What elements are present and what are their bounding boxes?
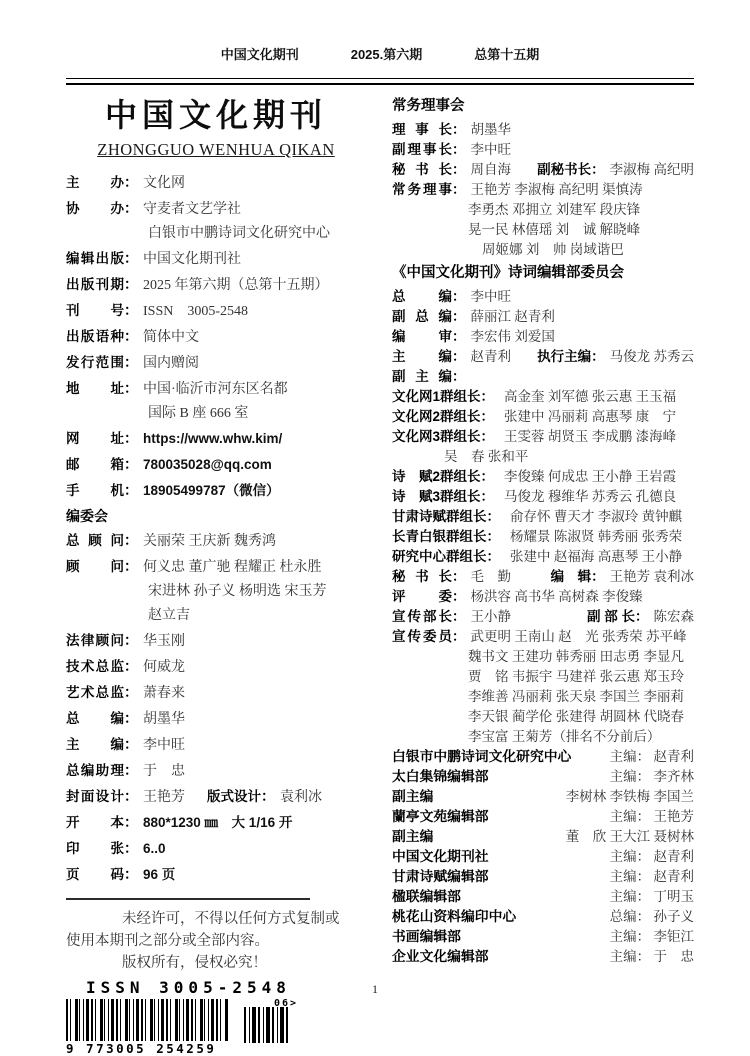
board-row-main	[392, 369, 471, 384]
board-row-main	[392, 389, 676, 404]
board-row-colon: ：	[452, 142, 466, 157]
board-row-value: 武更明 王南山 赵 光 张秀荣 苏平峰	[470, 629, 687, 644]
department-editor: 李树林 李铁梅 李国兰	[565, 789, 694, 804]
board-row-main	[392, 409, 676, 424]
board-row	[392, 507, 694, 527]
board-row-colon: ：	[452, 349, 466, 364]
board-row-main	[392, 629, 687, 644]
board-row-label-2: 副 部 长	[586, 609, 635, 624]
board-row-label: 编审	[392, 329, 452, 344]
masthead-row-label: 邮箱	[66, 457, 124, 472]
board-row	[392, 367, 694, 387]
board-row-value: 李俊臻 何成忠 王小静 王岩霞	[504, 469, 677, 484]
masthead-row-colon-2: ：	[261, 788, 275, 804]
copyright-notice-line: 未经许可，不得以任何方式复制或	[122, 911, 340, 927]
masthead-row-value: 白银市中鹏诗词文化研究中心	[148, 226, 330, 241]
masthead-row-value: 国内赠阅	[143, 356, 199, 371]
masthead-row-value: https://www.whw.kim/	[143, 431, 283, 446]
board-row-colon: ：	[452, 609, 466, 624]
masthead-row-label: 技术总监	[66, 659, 124, 674]
department-name: 中国文化期刊社	[392, 849, 489, 864]
editorial-committee-heading: 编委会	[66, 508, 108, 524]
masthead-row-label: 手机	[66, 483, 124, 498]
board-row-main	[392, 489, 676, 504]
department-name: 太白集锦编辑部	[392, 769, 489, 784]
department-row	[392, 827, 694, 847]
masthead-row	[66, 298, 366, 324]
board-row-continuation: 李勇杰 邓拥立 刘建军 段庆锋	[468, 202, 641, 217]
board-row-label: 主编	[392, 349, 452, 364]
masthead-row-colon: ：	[124, 430, 138, 446]
journal-title: 中国文化期刊	[104, 97, 327, 133]
masthead-row-value: 何义忠 董广驰 程耀正 杜永胜	[143, 560, 322, 575]
board-row-colon: ：	[452, 309, 466, 324]
board-row-label: 秘书长	[392, 569, 452, 584]
board-row	[392, 607, 694, 627]
board-row	[392, 427, 694, 447]
board-row-colon: ：	[480, 489, 495, 504]
department-row	[392, 887, 694, 907]
board-row-colon: ：	[480, 409, 495, 424]
department-editor: 主编： 于 忠	[609, 949, 694, 964]
board-row-main	[392, 529, 682, 544]
board-row-colon: ：	[480, 469, 495, 484]
board-row-main	[392, 160, 511, 180]
department-name: 桃花山资料编印中心	[392, 909, 517, 924]
section-heading: 《中国文化期刊》诗词编辑部委员会	[392, 265, 624, 281]
board-row-main	[392, 182, 643, 197]
board-row-label: 长青白银群组长	[392, 529, 487, 544]
board-row-value: 杨洪容 高书华 高树森 李俊臻	[470, 589, 643, 604]
masthead-row	[66, 196, 366, 222]
board-row-colon: ：	[452, 289, 466, 304]
masthead-row	[66, 862, 366, 888]
barcode-main	[66, 999, 228, 1056]
board-row-label: 诗 赋2群组长	[392, 469, 481, 484]
board-row-value: 张建中 冯丽莉 高惠琴 康 宁	[504, 409, 677, 424]
board-row-value: 李中旺	[470, 289, 511, 304]
board-row-continuation: 吴 春 张和平	[444, 449, 529, 464]
masthead-row-label: 发行范围	[66, 355, 124, 370]
board-row-colon: ：	[480, 389, 495, 404]
masthead-row-colon: ：	[124, 456, 138, 472]
masthead-row-value: 李中旺	[143, 738, 185, 753]
masthead-row-label: 出版语种	[66, 329, 124, 344]
masthead-row-colon: ：	[124, 762, 138, 778]
masthead-row	[66, 654, 366, 680]
masthead-row-colon: ：	[124, 658, 138, 674]
masthead-row	[66, 528, 366, 554]
barcode-addon	[244, 998, 298, 1043]
masthead-row	[66, 376, 366, 402]
board-row-label: 研究中心群组长	[392, 549, 487, 564]
copyright-notice	[66, 908, 366, 974]
board-row-label: 常务理事	[392, 182, 452, 197]
masthead-row	[66, 350, 366, 376]
board-row-value: 李宏伟 刘爱国	[470, 329, 555, 344]
masthead-row-value: 守麦者文艺学社	[143, 202, 241, 217]
masthead-row-label: 总编	[66, 711, 124, 726]
masthead-row-value: 赵立吉	[148, 608, 190, 623]
masthead-row-value: 国际 B 座 666 室	[148, 406, 249, 421]
masthead-row	[66, 272, 366, 298]
masthead-column	[66, 93, 366, 1056]
masthead-row-value: 96 页	[143, 867, 176, 882]
masthead-row-continuation	[66, 604, 366, 628]
board-row-main	[392, 607, 511, 627]
board-row-value: 胡墨华	[470, 122, 511, 137]
masthead-row-value: 中国·临沂市河东区名都	[143, 382, 288, 397]
masthead-row	[66, 628, 366, 654]
department-name: 蘭亭文苑编辑部	[392, 809, 489, 824]
masthead-row-colon: ：	[124, 710, 138, 726]
board-row-value: 杨耀景 陈淑贤 韩秀丽 张秀荣	[510, 529, 683, 544]
board-row-colon: ：	[452, 122, 466, 137]
board-row-colon: ：	[480, 429, 495, 444]
board-row-colon-2: ：	[591, 349, 605, 364]
board-row	[392, 140, 694, 160]
board-row-label: 副理事长	[392, 142, 452, 157]
board-row	[392, 527, 694, 547]
board-row-value: 李中旺	[470, 142, 511, 157]
masthead-row	[66, 426, 366, 452]
board-row-colon: ：	[486, 529, 500, 544]
board-row-continuation: 李宝富 王菊芳（排名不分前后）	[468, 729, 661, 744]
board-row-value: 薛丽江 赵青利	[470, 309, 555, 324]
board-row-value: 马俊龙 穆维华 苏秀云 孔德良	[504, 489, 677, 504]
masthead-row-colon: ：	[124, 558, 138, 574]
board-row-label-2: 副秘书长	[537, 162, 592, 177]
board-row-main	[392, 142, 511, 157]
board-row	[392, 307, 694, 327]
masthead-row-value: 中国文化期刊社	[143, 252, 241, 267]
board-row-continuation: 李天银 蔺学伦 张建得 胡圆林 代晓春	[468, 709, 684, 724]
board-row-main	[392, 589, 643, 604]
masthead-row-value: 宋进林 孙子义 杨明选 宋玉芳	[148, 584, 327, 599]
department-editor: 主编： 赵青利	[609, 749, 694, 764]
masthead-row-label: 艺术总监	[66, 685, 124, 700]
barcode-digits: 9 773005 254259	[66, 1041, 217, 1056]
board-row-label: 副主编	[392, 369, 452, 384]
board-row	[392, 467, 694, 487]
department-name: 楹联编辑部	[392, 889, 461, 904]
masthead-row-value-2: 袁利冰	[280, 790, 322, 805]
department-row	[392, 787, 694, 807]
masthead-row	[66, 170, 366, 196]
department-row	[392, 927, 694, 947]
masthead-row-colon: ：	[124, 736, 138, 752]
masthead-row-continuation	[66, 222, 366, 246]
board-row-main	[392, 469, 676, 484]
board-row	[392, 160, 694, 180]
masthead-info-list	[66, 170, 366, 888]
masthead-row-label: 封面设计	[66, 789, 124, 804]
department-row	[392, 807, 694, 827]
board-row-label: 宣传委员	[392, 629, 452, 644]
masthead-row-value: 简体中文	[143, 330, 199, 345]
masthead-row-colon: ：	[124, 482, 138, 498]
masthead-row-label: 主编	[66, 737, 124, 752]
masthead-row-value: 880*1230 ㎜ 大 1/16 开	[143, 815, 293, 830]
board-row	[392, 547, 694, 567]
department-row	[392, 947, 694, 967]
barcode-addon-bars	[244, 1007, 290, 1043]
department-name: 企业文化编辑部	[392, 949, 489, 964]
masthead-row-label: 地址	[66, 381, 124, 396]
board-row-second-pair	[537, 347, 694, 367]
board-row-value-2: 马俊龙 苏秀云	[609, 349, 694, 364]
board-row-colon-2: ：	[635, 609, 649, 624]
board-row-value: 张建中 赵福海 高惠琴 王小静	[510, 549, 683, 564]
department-editor: 主编： 王艳芳	[609, 809, 694, 824]
barcode-main-bars	[66, 999, 228, 1041]
running-head-issue: 2025.第六期	[350, 47, 423, 62]
department-row	[392, 867, 694, 887]
editorial-board-column	[392, 93, 694, 1056]
board-row	[392, 287, 694, 307]
board-row-value-2: 王艳芳 袁利冰	[609, 569, 694, 584]
masthead-row-colon: ：	[124, 250, 138, 266]
board-row	[392, 180, 694, 200]
board-row-label: 秘书长	[392, 162, 452, 177]
masthead-row-colon: ：	[124, 788, 138, 804]
department-name: 甘肃诗赋编辑部	[392, 869, 489, 884]
board-row-colon: ：	[452, 589, 466, 604]
masthead-row-continuation	[66, 402, 366, 426]
board-row-value: 周自海	[470, 162, 511, 177]
masthead-row-value: 何威龙	[143, 660, 185, 675]
masthead-row	[66, 706, 366, 732]
masthead-row-colon: ：	[124, 840, 138, 856]
masthead-row	[66, 784, 366, 810]
running-head-volume: 总第十五期	[474, 47, 540, 62]
masthead-row-colon: ：	[124, 302, 138, 318]
department-name: 副主编	[392, 829, 434, 844]
board-row-continuation: 魏书文 王建功 韩秀丽 田志勇 李显凡	[468, 649, 684, 664]
masthead-row-colon: ：	[124, 866, 138, 882]
masthead-row-colon: ：	[124, 276, 138, 292]
department-editor: 董 欣 王大江 聂树林	[565, 829, 694, 844]
masthead-row-label: 印张	[66, 841, 124, 856]
masthead-row-second-pair	[207, 790, 322, 805]
masthead-row-colon: ：	[124, 532, 138, 548]
masthead-row	[66, 836, 366, 862]
masthead-row-value: ISSN 3005-2548	[143, 304, 249, 319]
board-row	[392, 587, 694, 607]
board-row-colon: ：	[452, 569, 466, 584]
masthead-row-colon: ：	[124, 380, 138, 396]
board-row-value-2: 李淑梅 高纪明	[609, 162, 694, 177]
board-row-colon: ：	[486, 509, 500, 524]
department-name: 副主编	[392, 789, 434, 804]
masthead-row	[66, 810, 366, 836]
masthead-row-value: 关丽荣 王庆新 魏秀鸿	[143, 534, 276, 549]
masthead-row-value: 6..0	[143, 841, 166, 856]
masthead-row	[66, 452, 366, 478]
masthead-row-value: 2025 年第六期（总第十五期）	[143, 278, 329, 293]
board-row	[392, 407, 694, 427]
masthead-row-value: 胡墨华	[143, 712, 185, 727]
department-name: 书画编辑部	[392, 929, 461, 944]
board-row-value: 毛 勤	[470, 569, 511, 584]
board-row-second-pair	[537, 160, 694, 180]
masthead-row	[66, 732, 366, 758]
masthead-row-label: 网址	[66, 431, 124, 446]
board-row-value: 王艳芳 李淑梅 高纪明 渠慎涛	[470, 182, 643, 197]
masthead-row-label: 总编助理	[66, 763, 124, 778]
board-row-main	[392, 122, 511, 137]
department-row	[392, 747, 694, 767]
board-row-label-2: 编 辑	[550, 569, 592, 584]
department-editor: 总编： 孙子义	[609, 909, 694, 924]
board-row-main	[392, 347, 511, 367]
two-column-layout	[66, 93, 694, 1056]
board-row-main	[392, 329, 555, 344]
masthead-row-colon: ：	[124, 200, 138, 216]
board-row-value: 王雯蓉 胡贤玉 李成鹏 漆海峰	[504, 429, 677, 444]
board-row-label: 总编	[392, 289, 452, 304]
board-row-main	[392, 289, 511, 304]
masthead-row-colon: ：	[124, 814, 138, 830]
running-head	[66, 44, 694, 63]
board-row-label: 甘肃诗赋群组长	[392, 509, 487, 524]
board-row	[392, 387, 694, 407]
board-row-label: 文化网2群组长	[392, 409, 481, 424]
board-row-colon: ：	[452, 369, 466, 384]
board-row-second-pair	[551, 567, 694, 587]
board-row-label: 文化网3群组长	[392, 429, 481, 444]
barcode-addon-label: 06>	[273, 998, 298, 1009]
journal-title-pinyin: ZHONGGUO WENHUA QIKAN	[97, 140, 335, 159]
masthead-row-label: 编辑出版	[66, 251, 124, 266]
board-row-label: 宣传部长	[392, 609, 452, 624]
board-row-main	[392, 509, 682, 524]
copyright-notice-line: 版权所有，侵权必究！	[122, 955, 267, 971]
board-row-colon: ：	[452, 182, 466, 197]
masthead-row-value: 780035028@qq.com	[143, 457, 272, 472]
department-name: 白银市中鹏诗词文化研究中心	[392, 749, 572, 764]
copyright-notice-line: 使用本期刊之部分或全部内容。	[66, 933, 269, 949]
masthead-row-colon: ：	[124, 354, 138, 370]
running-head-journal: 中国文化期刊	[220, 47, 299, 62]
board-row-value: 赵青利	[470, 349, 511, 364]
masthead-row-label: 主办	[66, 175, 124, 190]
department-editor: 主编： 李齐林	[609, 769, 694, 784]
board-row-label: 诗 赋3群组长	[392, 489, 481, 504]
board-row	[392, 487, 694, 507]
board-row-continuation: 晃一民 林僖瑶 刘 诚 解晓峰	[468, 222, 641, 237]
board-row	[392, 567, 694, 587]
masthead-row	[66, 680, 366, 706]
board-row	[392, 627, 694, 647]
masthead-row-value: 文化网	[143, 176, 185, 191]
masthead-row-value: 王艳芳	[143, 790, 185, 805]
board-row-value: 王小静	[470, 609, 511, 624]
board-row-colon: ：	[452, 629, 466, 644]
masthead-row-value: 18905499787（微信）	[143, 483, 280, 498]
masthead-row-colon: ：	[124, 328, 138, 344]
department-editor: 主编： 李钜江	[609, 929, 694, 944]
masthead-row	[66, 246, 366, 272]
masthead-row-colon: ：	[124, 684, 138, 700]
masthead-row-label: 顾问	[66, 559, 124, 574]
board-row-main	[392, 309, 555, 324]
board-row-value: 高金奎 刘军德 张云惠 王玉福	[504, 389, 677, 404]
board-row-label: 理事长	[392, 122, 452, 137]
board-row-second-pair	[587, 607, 694, 627]
board-row	[392, 120, 694, 140]
masthead-row-label: 页码	[66, 867, 124, 882]
masthead-row-value: 萧春来	[143, 686, 185, 701]
masthead-row-colon: ：	[124, 632, 138, 648]
board-row-continuation: 贾 铭 韦振宇 马建祥 张云惠 郑玉玲	[468, 669, 684, 684]
board-row-value-2: 陈宏森	[653, 609, 694, 624]
header-double-rule	[66, 78, 694, 85]
board-row-main	[392, 567, 511, 587]
masthead-row-label: 开本	[66, 815, 124, 830]
board-row-colon: ：	[452, 329, 466, 344]
board-row-label: 副总编	[392, 309, 452, 324]
masthead-row-label: 刊号	[66, 303, 124, 318]
masthead-row-colon: ：	[124, 174, 138, 190]
board-row-value: 俞存怀 曹天才 李淑玲 黄钟麒	[510, 509, 683, 524]
department-editor: 主编： 赵青利	[609, 869, 694, 884]
board-row	[392, 327, 694, 347]
masthead-row-continuation	[66, 580, 366, 604]
board-row	[392, 347, 694, 367]
board-row-colon: ：	[452, 162, 466, 177]
masthead-row	[66, 478, 366, 504]
board-row-main	[392, 429, 676, 444]
board-row-main	[392, 549, 682, 564]
copyright-divider	[66, 898, 310, 900]
board-row-label: 文化网1群组长	[392, 389, 481, 404]
board-row-colon-2: ：	[591, 162, 605, 177]
department-row	[392, 847, 694, 867]
department-editor: 主编： 丁明玉	[609, 889, 694, 904]
department-editor: 主编： 赵青利	[609, 849, 694, 864]
masthead-row	[66, 554, 366, 580]
masthead-row-label: 法律顾问	[66, 633, 124, 648]
board-row-continuation: 李维善 冯丽莉 张天泉 李国兰 李丽莉	[468, 689, 684, 704]
barcode-bars-row	[66, 999, 316, 1056]
department-row	[392, 907, 694, 927]
masthead-row-label: 协办	[66, 201, 124, 216]
board-row-colon-2: ：	[591, 569, 605, 584]
board-row-label: 评委	[392, 589, 452, 604]
masthead-row	[66, 324, 366, 350]
section-heading: 常务理事会	[392, 98, 465, 114]
board-row-label-2: 执行主编	[537, 349, 592, 364]
masthead-row-value: 于 忠	[143, 764, 185, 779]
masthead-row-value: 华玉刚	[143, 634, 185, 649]
masthead-row-label-2: 版式设计	[207, 789, 261, 804]
department-row	[392, 767, 694, 787]
board-row-continuation: 周姬娜 刘 帅 岗域谐巴	[482, 242, 624, 257]
page-number: 1	[372, 982, 378, 996]
masthead-row-label: 总顾问	[66, 533, 124, 548]
masthead-row-label: 出版刊期	[66, 277, 124, 292]
masthead-row	[66, 758, 366, 784]
board-row-colon: ：	[486, 549, 500, 564]
issn-text: ISSN 3005-2548	[86, 978, 291, 997]
